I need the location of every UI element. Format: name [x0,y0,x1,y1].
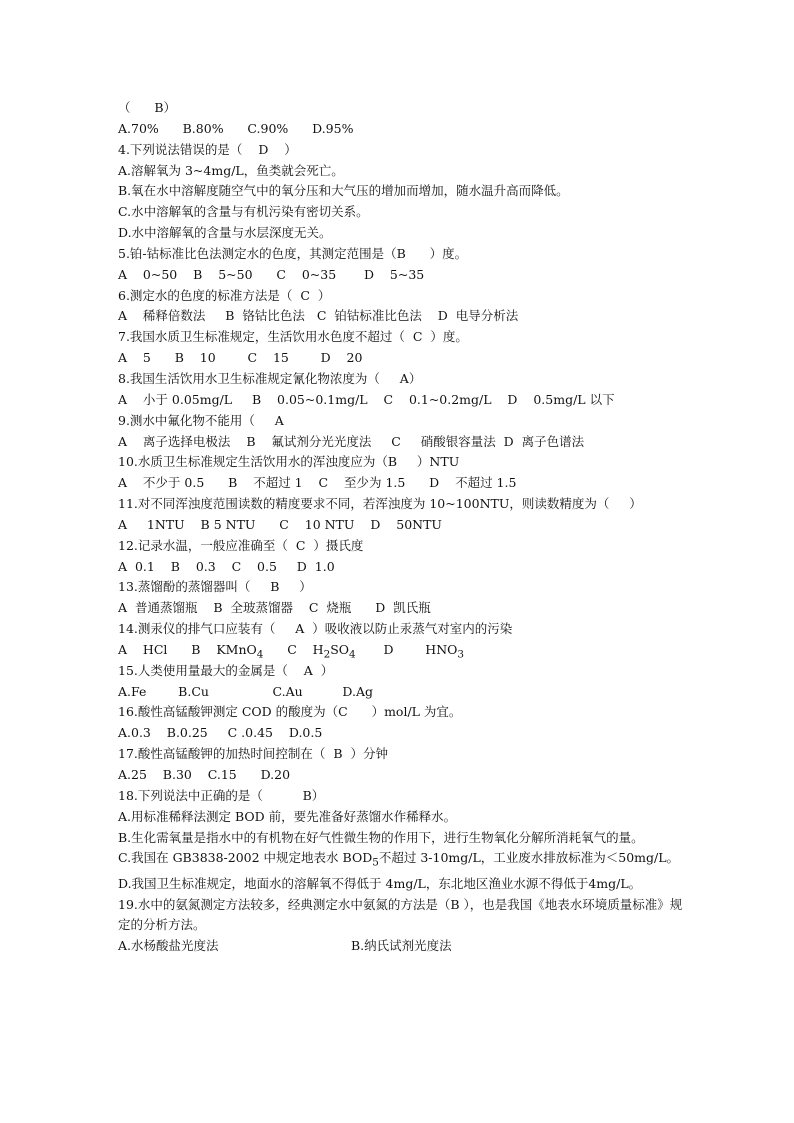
text-line: A 小于 0.05mg/L B 0.05~0.1mg/L C 0.1~0.2mg/L D 0.5mg/L 以下 [118,391,615,407]
q14-options-line [118,640,686,661]
option-b: B KMnO [191,641,257,657]
option-c: C H [287,641,324,657]
text-line: 17.酸性高锰酸钾的加热时间控制在（ B ）分钟 [118,746,388,762]
text-line: 8.我国生活饮用水卫生标准规定氰化物浓度为（ A） [118,370,422,386]
subscript: 2 [323,648,331,661]
text-line: A 0~50 B 5~50 C 0~35 D 5~35 [118,266,425,282]
subscript: 4 [349,648,356,661]
text-line: 10.水质卫生标准规定生活饮用水的浑浊度应为（B ）NTU [118,454,460,470]
subscript: 5 [372,856,379,869]
text-line: A 5 B 10 C 15 D 20 [118,350,363,366]
text-run: 不超过 3-10mg/L，工业废水排放标准为＜50mg/L。 [378,850,680,866]
text-line: 5.铂-钴标准比色法测定水的色度，其测定范围是（B ）度。 [118,245,468,261]
paragraph: 19.水中的氨氮测定方法较多，经典测定水中氨氮的方法是（B ），也是我国《地表水环境质量标准》规定的分析方法。 [118,896,683,933]
text-line: 16.酸性高锰酸钾测定 COD 的酸度为（C ）mol/L 为宜。 [118,704,462,720]
option-d: D [383,641,394,657]
paragraph: D.我国卫生标准规定，地面水的溶解氧不得低于 4mg/L，东北地区渔业水源不得低于4mg/L。 [118,875,642,891]
text-line: 12.记录水温，一般应准确至（ C ）摄氏度 [118,537,364,553]
text-line: A.25 B.30 C.15 D.20 [118,767,291,782]
text-line: A 0.1 B 0.3 C 0.5 D 1.0 [118,558,335,574]
text-line: 18.下列说法中正确的是（ B） [118,787,325,803]
paragraph: B.生化需氧量是指水中的有机物在好气性微生物的作用下，进行生物氧化分解所消耗氧气的量。 [118,829,644,845]
text-line: A.0.3 B.0.25 C .0.45 D.0.5 [118,725,323,741]
option-a: A.水杨酸盐光度法 [118,938,219,954]
paragraph [118,848,686,873]
text-line: 13.蒸馏酚的蒸馏器叫（ B ） [118,579,312,595]
text-line: A.70% B.80% C.90% D.95% [118,120,354,136]
q19-options-line [118,936,686,957]
text-line: 4.下列说法错误的是（ D ） [118,141,297,157]
text-line: 7.我国水质卫生标准规定，生活饮用水色度不超过（ C ）度。 [118,329,468,345]
option-b: B.纳氏试剂光度法 [351,938,452,954]
text-line: 11.对不同浑浊度范围读数的精度要求不同，若浑浊度为 10~100NTU，则读数精度为（ ） [118,496,642,512]
text-line: A 普通蒸馏瓶 B 全玻蒸馏器 C 烧瓶 D 凯氏瓶 [118,600,431,616]
formula-part: SO [330,641,350,657]
text-line: 6.测定水的色度的标准方法是（ C ） [118,287,331,303]
text-run: C.我国在 GB3838-2002 中规定地表水 BOD [118,850,373,866]
text-line: D.水中溶解氧的含量与水层深度无关。 [118,225,332,241]
text-line: A 离子选择电极法 B 氟试剂分光光度法 C 硝酸银容量法 D 离子色谱法 [118,433,585,449]
text-line: B.氧在水中溶解度随空气中的氧分压和大气压的增加而增加，随水温升高而降低。 [118,183,569,199]
text-line: C.水中溶解氧的含量与有机污染有密切关系。 [118,204,369,220]
subscript: 3 [457,648,465,661]
text-line: （ B） [118,100,177,115]
text-line: 15.人类使用量最大的金属是（ A ） [118,662,334,678]
formula-part: HNO [425,641,458,657]
text-line: 9.测水中氟化物不能用（ A [118,412,284,428]
subscript: 4 [256,648,264,661]
text-line: A 1NTU B 5 NTU C 10 NTU D 50NTU [118,516,442,532]
text-line: A 稀释倍数法 B 铬钴比色法 C 铂钴标准比色法 D 电导分析法 [118,308,519,324]
text-line: A 不少于 0.5 B 不超过 1 C 至少为 1.5 D 不超过 1.5 [118,475,517,491]
text-line: A.溶解氧为 3~4mg/L，鱼类就会死亡。 [118,162,344,178]
text-line: A.用标准稀释法测定 BOD 前，要先准备好蒸馏水作稀释水。 [118,808,457,824]
text-line: A.Fe B.Cu C.Au D.Ag [118,683,374,699]
option-a: A HCl [118,641,168,657]
text-line: 14.测汞仪的排气口应装有（ A ）吸收液以防止汞蒸气对室内的污染 [118,621,513,637]
document-page [118,98,686,957]
